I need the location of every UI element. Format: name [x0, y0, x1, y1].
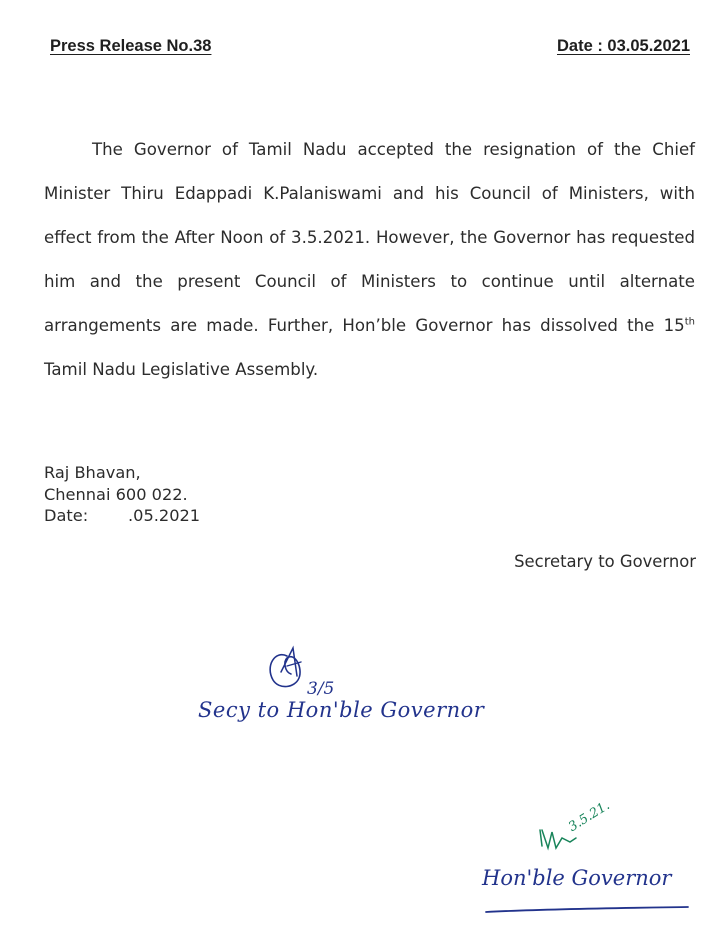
green-initials — [520, 812, 680, 872]
address-date-label: Date: — [44, 506, 89, 525]
handwritten-initials — [195, 628, 495, 758]
address-line-2: Chennai 600 022. — [44, 484, 188, 504]
body-superscript: th — [684, 316, 695, 328]
address-line-1: Raj Bhavan, — [44, 463, 141, 482]
handwritten-note-governor: Hon'ble Governor — [482, 866, 672, 890]
press-release-number: Press Release No.38 — [50, 37, 212, 55]
body-text-end: Tamil Nadu Legislative Assembly. — [44, 360, 319, 379]
address-date-value: .05.2021 — [128, 506, 201, 525]
release-date: Date : 03.05.2021 — [556, 37, 690, 55]
address-date — [44, 505, 200, 527]
handwritten-note-secretary: Secy to Hon'ble Governor — [198, 698, 485, 722]
release-body — [44, 128, 695, 392]
signatory-title: Secretary to Governor — [514, 552, 696, 571]
green-date: 3.5.21. — [566, 798, 613, 835]
body-text-main: The Governor of Tamil Nadu accepted the resignation of the Chief Minister Thiru Edappadi K.Palaniswami and his Council of Ministers, with effect from the After Noon of 3.5.2021. However, the Governor has requested him and the present Council of Ministers to continue until alternate arrangements are made. Further, Hon’ble Governor has dissolved the 15 — [44, 140, 695, 335]
ink-underline — [482, 900, 692, 920]
initials-date: 3/5 — [307, 679, 335, 699]
address-block — [44, 462, 200, 527]
